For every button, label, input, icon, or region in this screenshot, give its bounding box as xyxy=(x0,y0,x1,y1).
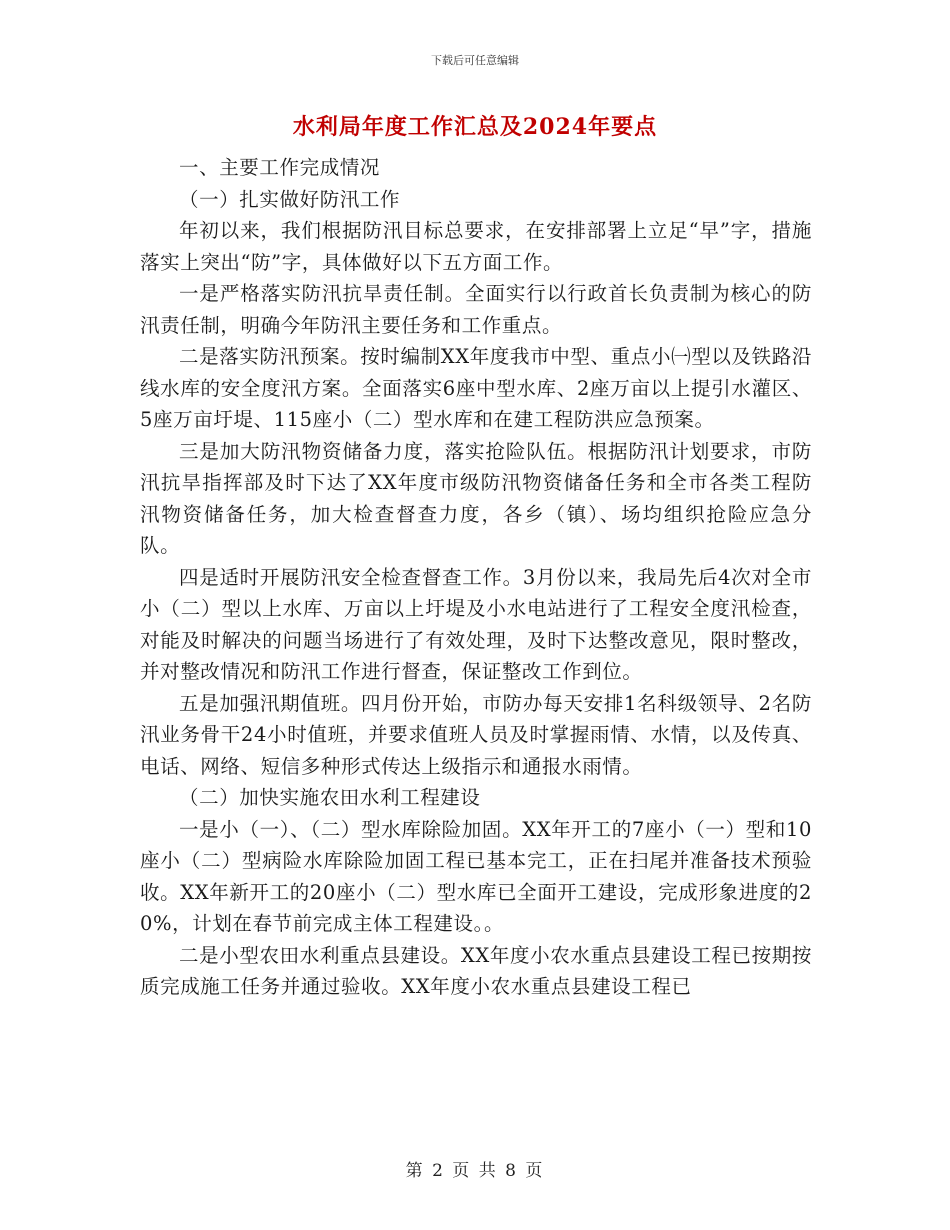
section-heading: 一、主要工作完成情况 xyxy=(179,156,381,179)
document-body xyxy=(140,152,812,1003)
body-paragraph: 二是小型农田水利重点县建设。XX年度小农水重点县建设工程已按期按质完成施工任务并通过验收。XX年度小农水重点县建设工程已 xyxy=(140,943,812,998)
header-note: 下载后可任意编辑 xyxy=(431,54,519,67)
subsection-heading: （一）扎实做好防汛工作 xyxy=(179,187,401,211)
body-paragraph: 一是小（一）、（二）型水库除险加固。XX年开工的7座小（一）型和10座小（二）型病险水库除险加固工程已基本完工，正在扫尾并准备技术预验收。XX年新开工的20座小（二）型水库已全面开工建设，完成形象进度的20%，计划在春节前完成主体工程建设。。 xyxy=(140,817,812,935)
subsection-heading: （二）加快实施农田水利工程建设 xyxy=(179,786,481,809)
body-paragraph: 五是加强汛期值班。四月份开始，市防办每天安排1名科级领导、2名防汛业务骨干24小时值班，并要求值班人员及时掌握雨情、水情，以及传真、电话、网络、短信多种形式传达上级指示和通报水雨情。 xyxy=(140,691,812,778)
body-paragraph: 二是落实防汛预案。按时编制XX年度我市中型、重点小㈠型以及铁路沿线水库的安全度汛方案。全面落实6座中型水库、2座万亩以上提引水灌区、5座万亩圩堤、115座小（二）型水库和在建工程防洪应急预案。 xyxy=(140,345,812,431)
page-number: 第 2 页 共 8 页 xyxy=(405,1161,545,1181)
body-paragraph: 一是严格落实防汛抗旱责任制。全面实行以行政首长负责制为核心的防汛责任制，明确今年防汛主要任务和工作重点。 xyxy=(140,282,812,337)
body-paragraph: 年初以来，我们根据防汛目标总要求，在安排部署上立足“早”字，措施落实上突出“防”字，具体做好以下五方面工作。 xyxy=(140,219,812,274)
body-paragraph: 四是适时开展防汛安全检查督查工作。3月份以来，我局先后4次对全市小（二）型以上水库、万亩以上圩堤及小水电站进行了工程安全度汛检查，对能及时解决的问题当场进行了有效处理，及时下达整改意见，限时整改，并对整改情况和防汛工作进行督查，保证整改工作到位。 xyxy=(140,565,812,683)
document-title: 水利局年度工作汇总及2024年要点 xyxy=(292,114,658,140)
body-paragraph: 三是加大防汛物资储备力度，落实抢险队伍。根据防汛计划要求，市防汛抗旱指挥部及时下达了XX年度市级防汛物资储备任务和全市各类工程防汛物资储备任务，加大检查督查力度，各乡（镇）、场均组织抢险应急分队。 xyxy=(140,439,812,557)
